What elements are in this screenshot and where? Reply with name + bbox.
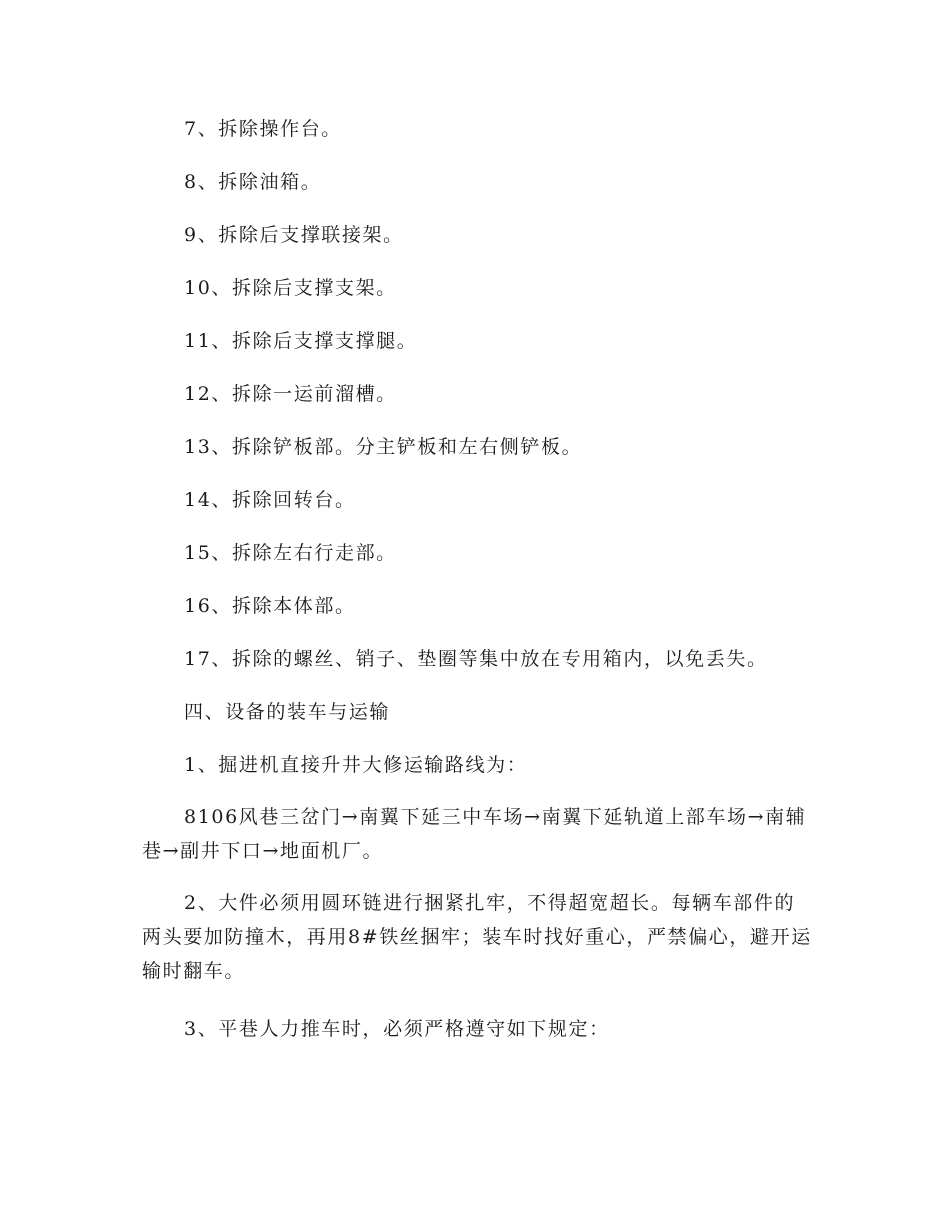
section-heading: 四、设备的装车与运输 [184, 701, 391, 723]
paragraph-route-intro: 1、掘进机直接升井大修运输路线为： [184, 754, 528, 776]
paragraph-item-10: 10、拆除后支撑支架。 [184, 277, 397, 299]
paragraph-item-14: 14、拆除回转台。 [184, 489, 356, 511]
document-body [142, 112, 812, 1046]
paragraph-push-rules: 3、平巷人力推车时，必须严格遵守如下规定： [184, 1018, 610, 1040]
paragraph-route: 8106风巷三岔门→南翼下延三中车场→南翼下延轨道上部车场→南辅巷→副井下口→地面机厂。 [142, 806, 807, 862]
paragraph-item-11: 11、拆除后支撑支撑腿。 [184, 330, 418, 352]
paragraph-item-8: 8、拆除油箱。 [184, 171, 322, 193]
paragraph-item-17: 17、拆除的螺丝、销子、垫圈等集中放在专用箱内，以免丢失。 [184, 648, 768, 670]
paragraph-item-16: 16、拆除本体部。 [184, 595, 356, 617]
paragraph-item-9: 9、拆除后支撑联接架。 [184, 224, 404, 246]
paragraph-item-13: 13、拆除铲板部。分主铲板和左右侧铲板。 [184, 436, 583, 458]
paragraph-item-15: 15、拆除左右行走部。 [184, 542, 397, 564]
paragraph-item-12: 12、拆除一运前溜槽。 [184, 383, 397, 405]
paragraph-item-7: 7、拆除操作台。 [184, 118, 342, 140]
paragraph-loading-rules: 2、大件必须用圆环链进行捆紧扎牢，不得超宽超长。每辆车部件的两头要加防撞木，再用8#铁丝捆牢；装车时找好重心，严禁偏心，避开运输时翻车。 [142, 892, 812, 982]
